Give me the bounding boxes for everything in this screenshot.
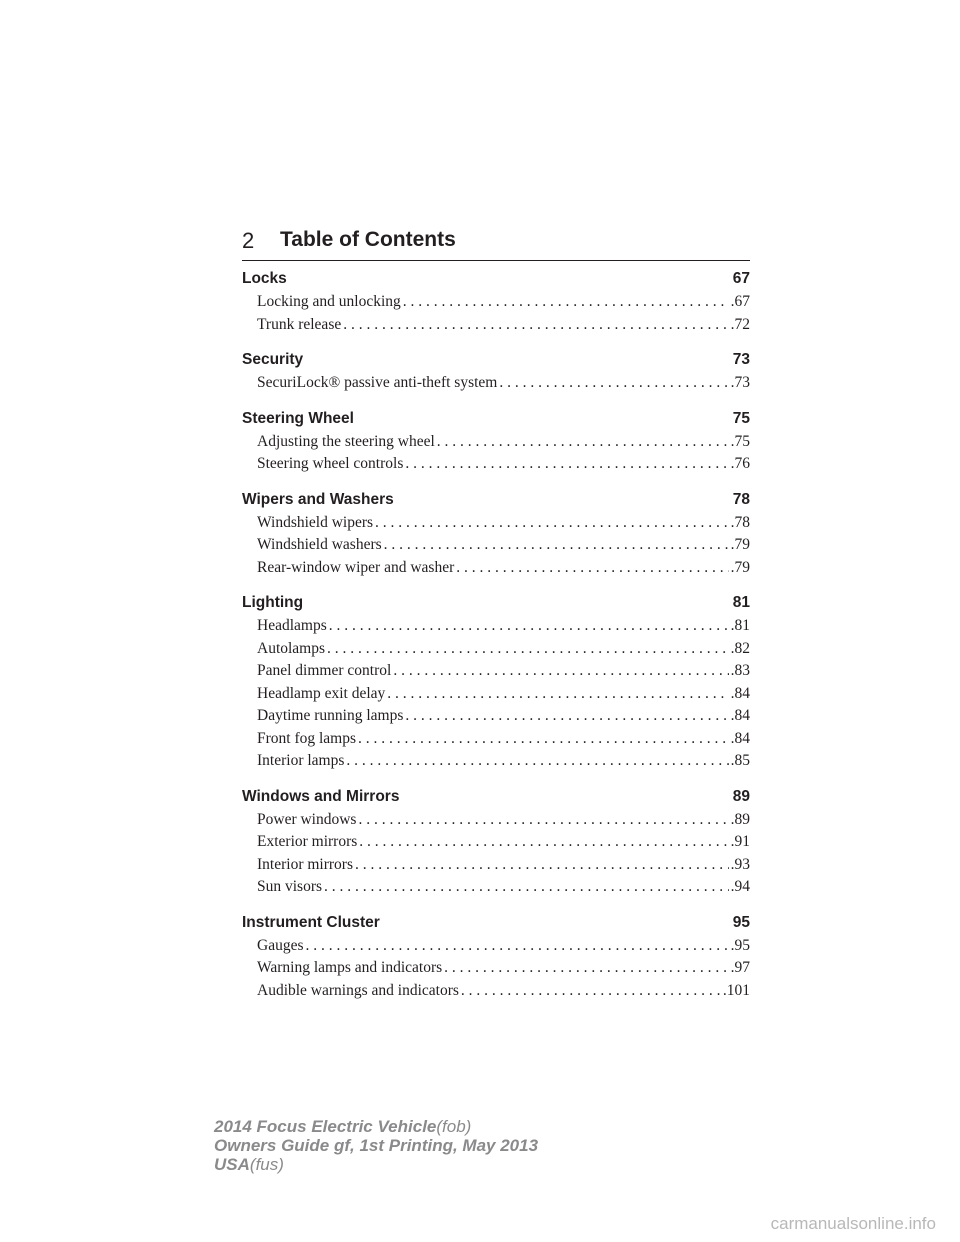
section-title: Locks [242,270,287,287]
section-page: 75 [732,409,750,427]
entry-title: Interior lamps [257,752,345,769]
toc-entry[interactable] [242,615,750,638]
toc-entry[interactable] [242,876,750,899]
entry-title: Exterior mirrors [257,833,358,850]
entry-page: .91 [730,833,750,850]
entry-title: Interior mirrors [257,855,353,873]
watermark-link[interactable]: carmanualsonline.info [770,1214,936,1233]
toc-section-heading[interactable] [242,912,750,933]
entry-page: .78 [730,513,750,531]
toc-section [242,489,750,580]
entry-title: Sun visors [257,878,323,895]
dot-leader [461,980,721,1003]
dot-leader [437,431,729,454]
footer-market: USA [214,1155,250,1174]
toc-entry[interactable] [242,957,750,980]
toc-entry[interactable] [242,431,750,454]
dot-leader [346,750,728,773]
dot-leader [327,638,729,661]
entry-title: Rear-window wiper and washer [257,558,455,576]
section-title: Security [242,351,304,368]
toc-section [242,786,750,899]
entry-title: Audible warnings and indicators [257,981,459,999]
page-number: 2 [242,228,255,253]
toc-entry[interactable] [242,557,750,580]
entry-page: .85 [730,752,750,769]
entry-page: .84 [730,707,750,724]
toc-entry[interactable] [242,705,750,728]
dot-leader [343,314,728,337]
toc-section [242,349,750,395]
toc-entry[interactable] [242,638,750,661]
toc-entry[interactable] [242,980,750,1003]
entry-page: .81 [730,617,750,634]
toc-entry[interactable] [242,314,750,337]
entry-title: Headlamps [257,617,327,634]
entry-title: Warning lamps and indicators [257,959,443,976]
entry-page: .83 [730,662,750,679]
entry-title: SecuriLock® passive anti-theft system [257,374,498,391]
section-page: 81 [732,594,750,611]
entry-title: Locking and unlocking [257,293,401,310]
section-page: 95 [732,913,750,931]
entry-title: Power windows [257,810,357,828]
entry-page: .84 [730,729,750,747]
page-title: Table of Contents [280,228,456,251]
entry-page: .67 [730,293,750,310]
dot-leader [456,557,728,580]
entry-title: Gauges [257,936,304,954]
dot-leader [403,291,729,314]
dot-leader [405,705,728,728]
entry-page: .82 [730,639,750,657]
dot-leader [324,876,729,899]
entry-page: .97 [730,959,750,976]
toc-entry[interactable] [242,683,750,706]
dot-leader [393,660,728,683]
dot-leader [358,809,728,832]
toc-entry[interactable] [242,453,750,476]
toc-entry[interactable] [242,372,750,395]
dot-leader [499,372,728,395]
footer-market-code: (fus) [249,1155,284,1174]
footer-vehicle-code: (fob) [436,1117,472,1136]
entry-title: Autolamps [257,639,326,657]
entry-page: .84 [730,684,750,702]
section-title: Instrument Cluster [242,913,380,931]
toc-section-heading[interactable] [242,268,750,289]
section-page: 67 [732,270,750,287]
toc-section-heading[interactable] [242,349,750,370]
toc-entry[interactable] [242,660,750,683]
entry-page: .73 [730,374,750,391]
entry-page: .75 [730,432,750,450]
table-of-contents [242,268,750,1015]
toc-entry[interactable] [242,728,750,751]
entry-page: .79 [730,536,750,553]
entry-page: .93 [730,855,750,873]
toc-section [242,408,750,476]
footer-line-3 [214,1155,538,1174]
entry-title: Panel dimmer control [257,662,392,679]
dot-leader [359,831,728,854]
toc-section-heading[interactable] [242,786,750,807]
section-title: Steering Wheel [242,409,354,427]
dot-leader [355,854,729,877]
entry-page: .72 [730,315,750,333]
dot-leader [444,957,728,980]
entry-page: .101 [722,981,750,999]
section-page: 73 [732,351,750,368]
footer-line-1 [214,1117,538,1136]
toc-entry[interactable] [242,935,750,958]
toc-entry[interactable] [242,750,750,773]
entry-title: Headlamp exit delay [257,684,386,702]
dot-leader [329,615,729,638]
entry-title: Daytime running lamps [257,707,404,724]
toc-section [242,592,750,773]
entry-title: Windshield wipers [257,513,374,531]
footer-line-2: Owners Guide gf, 1st Printing, May 2013 [214,1136,539,1155]
section-title: Wipers and Washers [242,490,394,508]
entry-page: .95 [730,936,750,954]
section-title: Lighting [242,594,304,611]
dot-leader [358,728,729,751]
entry-page: .89 [730,810,750,828]
dot-leader [384,534,729,557]
toc-entry[interactable] [242,291,750,314]
entry-title: Trunk release [257,315,342,333]
entry-page: .79 [730,558,750,576]
toc-entry[interactable] [242,854,750,877]
toc-entry[interactable] [242,534,750,557]
entry-title: Adjusting the steering wheel [257,432,435,450]
dot-leader [375,512,729,535]
entry-title: Windshield washers [257,536,382,553]
toc-entry[interactable] [242,512,750,535]
document-footer [214,1117,538,1174]
toc-section-heading[interactable] [242,592,750,613]
page-header [242,228,750,261]
toc-section [242,912,750,1003]
section-page: 78 [732,490,750,508]
entry-title: Steering wheel controls [257,455,404,472]
toc-entry[interactable] [242,809,750,832]
section-page: 89 [732,787,750,805]
dot-leader [306,935,729,958]
entry-title: Front fog lamps [257,729,357,747]
dot-leader [405,453,728,476]
section-title: Windows and Mirrors [242,787,400,805]
toc-section-heading[interactable] [242,489,750,510]
entry-page: .94 [730,878,750,895]
dot-leader [387,683,728,706]
toc-section [242,268,750,336]
toc-entry[interactable] [242,831,750,854]
footer-vehicle: 2014 Focus Electric Vehicle [214,1117,437,1136]
entry-page: .76 [730,455,750,472]
toc-section-heading[interactable] [242,408,750,429]
